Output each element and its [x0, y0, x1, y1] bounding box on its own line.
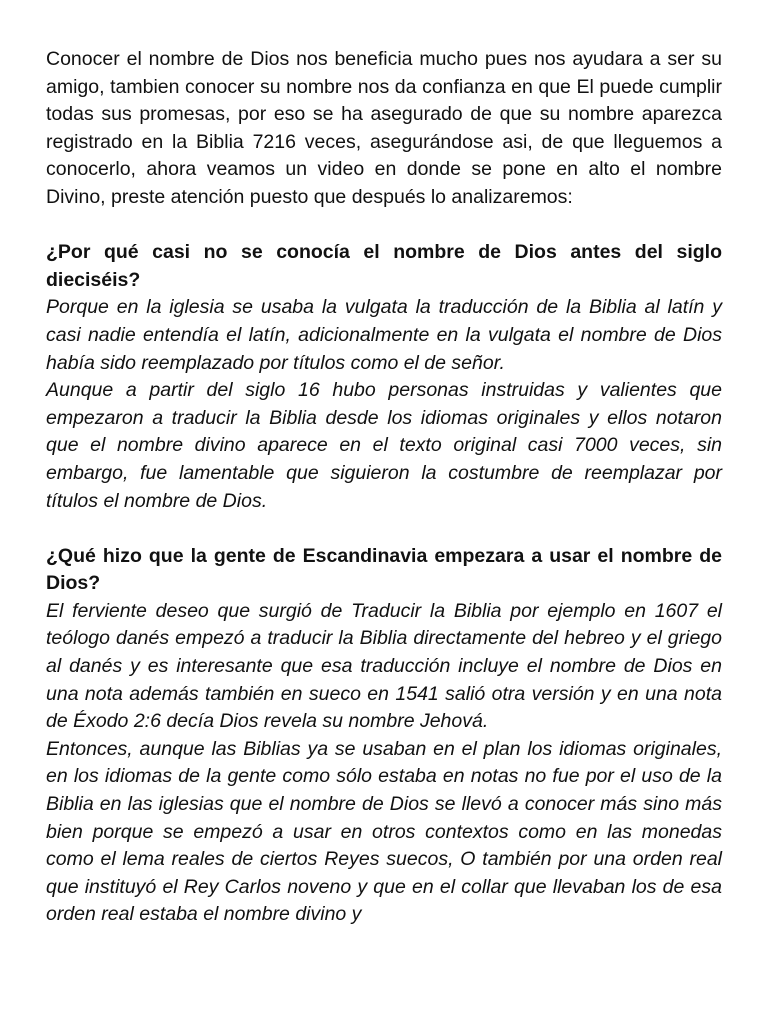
document-page — [46, 46, 722, 929]
section-2-answer-1: El ferviente deseo que surgió de Traducir la Biblia por ejemplo en 1607 el teólogo danés empezó a traducir la Biblia directamente del hebreo y el griego al danés y es interesante que esa traducción incluye el nombre de Dios en una nota además también en sueco en 1541 salió otra versión y en una nota de Éxodo 2:6 decía Dios revela su nombre Jehová. — [46, 599, 722, 733]
section-1 — [46, 239, 722, 515]
section-2-answer-2: Entonces, aunque las Biblias ya se usaban en el plan los idiomas originales, en los idiomas de la gente como sólo estaba en notas no fue por el uso de la Biblia en las iglesias que el nombre de Dios se llevó a conocer más sino más bien porque se empezó a usar en otros contextos como en las monedas como el lema reales de ciertos Reyes suecos, O también por una orden real que instituyó el Rey Carlos noveno y que en el collar que llevaban los de esa orden real estaba el nombre divino y — [46, 737, 722, 926]
section-1-answer-2: Aunque a partir del siglo 16 hubo personas instruidas y valientes que empezaron a traducir la Biblia desde los idiomas originales y ellos notaron que el nombre divino aparece en el texto original casi 7000 veces, sin embargo, fue lamentable que siguieron la costumbre de reemplazar por títulos el nombre de Dios. — [46, 379, 722, 512]
section-2 — [46, 543, 722, 929]
section-1-question: ¿Por qué casi no se conocía el nombre de Dios antes del siglo dieciséis? — [46, 241, 722, 291]
section-2-question: ¿Qué hizo que la gente de Escandinavia empezara a usar el nombre de Dios? — [46, 544, 722, 595]
intro-paragraph: Conocer el nombre de Dios nos beneficia mucho pues nos ayudara a ser su amigo, tambien conocer su nombre nos da confianza en que El puede cumplir todas sus promesas, por eso se ha asegurado de que su nombre aparezca registrado en la Biblia 7216 veces, asegurándose asi, de que lleguemos a conocerlo, ahora veamos un video en donde se pone en alto el nombre Divino, preste atención puesto que después lo analizaremos: — [46, 48, 722, 208]
section-1-answer-1: Porque en la iglesia se usaba la vulgata la traducción de la Biblia al latín y casi nadie entendía el latín, adicionalmente en la vulgata el nombre de Dios había sido reemplazado por títulos como el de señor. — [46, 296, 722, 374]
